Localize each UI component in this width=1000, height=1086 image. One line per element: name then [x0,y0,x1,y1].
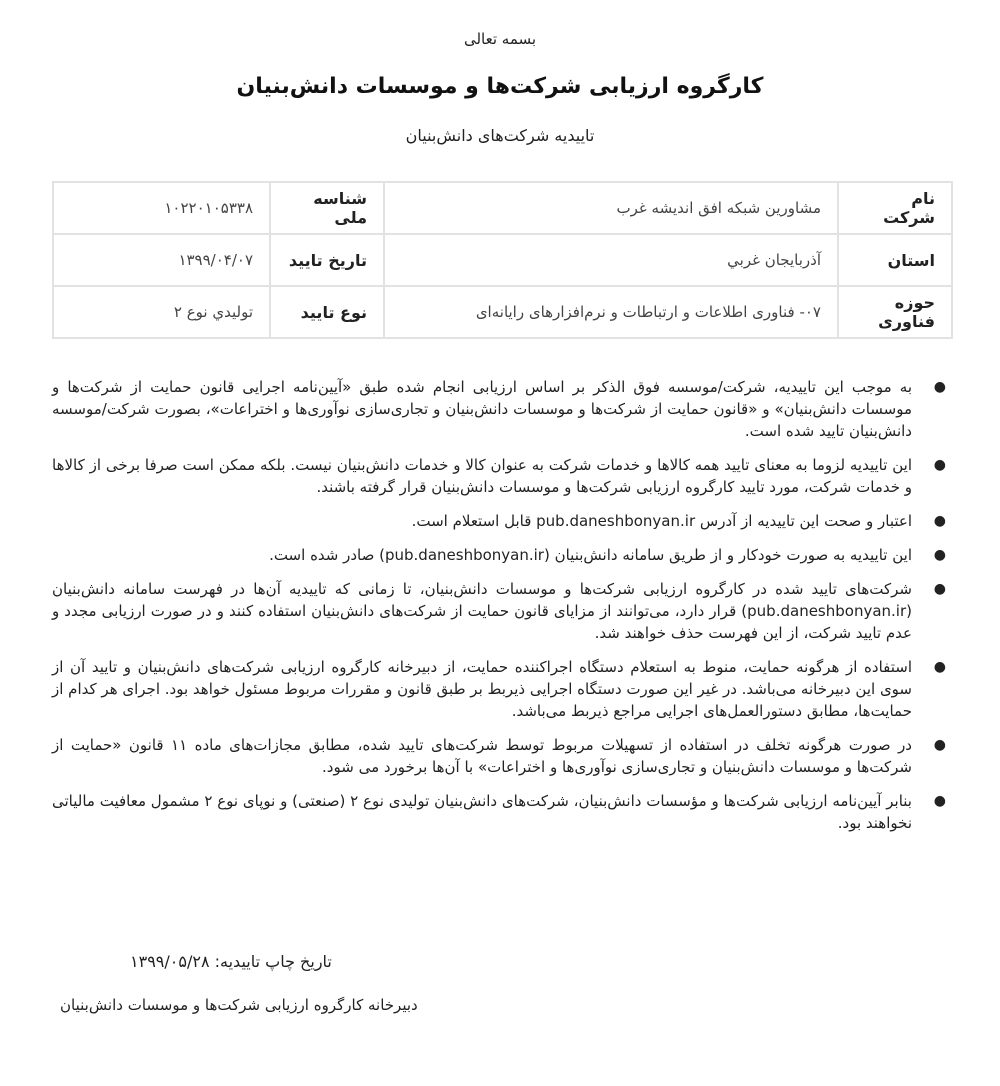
list-item [52,656,946,722]
note-text: بنابر آیین‌نامه ارزیابی شرکت‌ها و مؤسسات دانش‌بنیان، شرکت‌های دانش‌بنیان تولیدی نوع ۲ (صنعتی) و نوپای نوع ۲ مشمول معافیت مالیاتی نخواهند بود. [52,792,912,832]
page-title: کارگروه ارزیابی شرکت‌ها و موسسات دانش‌بنیان [236,74,764,99]
province-value: آذربایجان غربي [384,234,838,286]
note-text: شرکت‌های تایید شده در کارگروه ارزیابی شرکت‌ها و موسسات دانش‌بنیان، تا زمانی که تاییدیه آن‌ها در فهرست سامانه دانش‌بنیان (pub.daneshbonyan.ir) قرار دارد، می‌توانند از مزایای قانون حمایت از شرکت‌های دانش‌بنیان استفاده کنند و در صورت ارزیابی مجدد و عدم تایید شرکت، از این فهرست حذف خواهند شد. [52,580,912,642]
national-id-label: شناسه ملی [270,182,384,234]
note-text: به موجب این تاییدیه، شرکت/موسسه فوق الذکر بر اساس ارزیابی انجام شده طبق «آیین‌نامه اجرایی قانون حمایت از شرکت‌ها و موسسات دانش‌بنیان» و «قانون حمایت از شرکت‌ها و موسسات دانش‌بنیان و تجاری‌سازی نوآوری‌ها و اختراعات»، بصورت شرکت/موسسه دانش‌بنیان تایید شده است. [52,378,912,440]
table-row [53,286,952,338]
list-item [52,578,946,644]
list-item [52,544,946,566]
approval-date-value: ۱۳۹۹/۰۴/۰۷ [53,234,270,286]
bullet-icon: ● [933,737,946,753]
list-item [52,376,946,442]
issuing-organization: دبیرخانه کارگروه ارزیابی شرکت‌ها و موسسات دانش‌بنیان [60,996,418,1014]
list-item [52,454,946,498]
approval-date-label: تاریخ تایید [270,234,384,286]
bullet-icon: ● [933,547,946,563]
bullet-icon: ● [933,581,946,597]
table-row [53,234,952,286]
approval-type-value: تولیدي نوع ۲ [53,286,270,338]
province-label: استان [838,234,952,286]
note-text: این تاییدیه لزوما به معنای تایید همه کالاها و خدمات شرکت به عنوان کالا و خدمات دانش‌بنیان نیست. بلکه ممکن است صرفا برخی از کالاها و خدمات شرکت، مورد تایید کارگروه ارزیابی شرکت‌ها و موسسات دانش‌بنیان قرار گرفته باشند. [52,456,912,496]
approval-type-label: نوع تایید [270,286,384,338]
page-subtitle: تاییدیه شرکت‌های دانش‌بنیان [405,126,595,145]
bullet-icon: ● [933,457,946,473]
bullet-icon: ● [933,659,946,675]
list-item [52,510,946,532]
technology-field-value: ۰۷- فناوری اطلاعات و ارتباطات و نرم‌افزارهای رایانه‌ای [384,286,838,338]
national-id-value: ۱۰۲۲۰۱۰۵۳۳۸ [53,182,270,234]
company-name-label: نام شرکت [838,182,952,234]
note-text: اعتبار و صحت این تاییدیه از آدرس pub.daneshbonyan.ir قابل استعلام است. [411,512,912,530]
note-text: این تاییدیه به صورت خودکار و از طریق سامانه دانش‌بنیان (pub.daneshbonyan.ir) صادر شده است. [269,546,912,564]
technology-field-label: حوزه فناوری [838,286,952,338]
bullet-icon: ● [933,793,946,809]
bullet-icon: ● [933,379,946,395]
list-item [52,790,946,834]
company-info-table [52,181,953,339]
notes-list [52,376,946,846]
print-date: تاریخ چاپ تاییدیه: ۱۳۹۹/۰۵/۲۸ [130,952,332,971]
list-item [52,734,946,778]
bismillah-heading: بسمه تعالی [463,30,537,48]
note-text: در صورت هرگونه تخلف در استفاده از تسهیلات مربوط توسط شرکت‌های تایید شده، مطابق مجازات‌های ماده ۱۱ قانون «حمایت از شرکت‌ها و موسسات دانش‌بنیان و تجاری‌سازی نوآوری‌ها و اختراعات» با آن‌ها برخورد می شود. [52,736,912,776]
table-row [53,182,952,234]
note-text: استفاده از هرگونه حمایت، منوط به استعلام دستگاه اجراکننده حمایت، از دبیرخانه کارگروه ارزیابی شرکت‌های دانش‌بنیان و تایید آن از سوی این دبیرخانه می‌باشد. در غیر این صورت دستگاه اجرایی ذیربط بر طبق قانون و مقررات مربوط مسئول خواهد بود. اجرای هر کدام از حمایت‌ها، مطابق دستورالعمل‌های اجرایی مراجع ذیربط می‌باشد. [52,658,912,720]
company-name-value: مشاورین شبکه افق اندیشه غرب [384,182,838,234]
bullet-icon: ● [933,513,946,529]
